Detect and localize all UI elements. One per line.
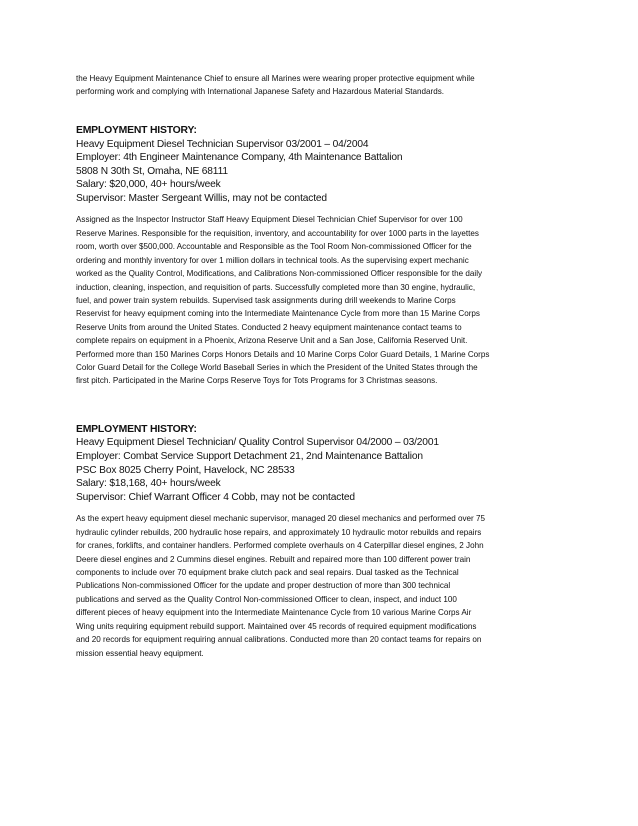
salary-line: Salary: $20,000, 40+ hours/week	[76, 179, 221, 191]
employer-line: Employer: 4th Engineer Maintenance Company, 4th Maintenance Battalion	[76, 152, 403, 164]
address-line: 5808 N 30th St, Omaha, NE 68111	[76, 165, 228, 177]
job-title: Heavy Equipment Diesel Technician/ Quality Control Supervisor 04/2000 – 03/2001	[76, 437, 439, 449]
job-description: Assigned as the Inspector Instructor Staff Heavy Equipment Diesel Technician Chief Supervisor for over 100 Reserve Marines. Responsible for the requisition, inventory, and accountability for over 1000 parts in the layettes room, worth over $500,000. Accountable and Responsible as the Tool Room Non-commissioned Officer for the ordering and monthly inventory for over 1 million dollars in technical tools. As the supervising expert mechanic worked as the Quality Control, Modifications, and Calibrations Non-commissioned Officer responsible for the daily induction, cleaning, inspection, and requisition of parts. Successfully completed more than 30 engine, hydraulic, fuel, and power train system rebuilds. Supervised task assignments during drill weekends to Marine Corps Reservist for heavy equipment coming into the Intermediate Maintenance Cycle from more than 15 Marine Corps Reserve Units from around the United States. Conducted 2 heavy equipment maintenance contact teams to complete repairs on equipment in a Phoenix, Arizona Reserve Unit and a San Jose, California Reserved Unit. Performed more than 150 Marines Corps Honors Details and 10 Marine Corps Color Guard Details, 1 Marine Corps Color Guard Detail for the College World Baseball Series in which the President of the United States through the first pitch. Participated in the Marine Corps Reserve Toys for Tots Programs for 3 Christmas seasons.	[76, 215, 490, 386]
supervisor-line: Supervisor: Chief Warrant Officer 4 Cobb, may not be contacted	[76, 491, 355, 503]
intro-paragraph: the Heavy Equipment Maintenance Chief to ensure all Marines were wearing proper protective equipment while performing work and complying with International Japanese Safety and Hazardous Material Standards.	[76, 74, 475, 97]
employer-line: Employer: Combat Service Support Detachment 21, 2nd Maintenance Battalion	[76, 451, 423, 463]
section-heading: EMPLOYMENT HISTORY:	[76, 124, 197, 136]
employment-section-1	[76, 124, 566, 388]
supervisor-line: Supervisor: Master Sergeant Willis, may not be contacted	[76, 192, 327, 204]
resume-page	[76, 72, 566, 660]
address-line: PSC Box 8025 Cherry Point, Havelock, NC 28533	[76, 464, 295, 476]
employment-section-2	[76, 423, 566, 660]
section-heading: EMPLOYMENT HISTORY:	[76, 423, 197, 435]
salary-line: Salary: $18,168, 40+ hours/week	[76, 478, 221, 490]
job-title: Heavy Equipment Diesel Technician Supervisor 03/2001 – 04/2004	[76, 138, 369, 150]
job-description: As the expert heavy equipment diesel mechanic supervisor, managed 20 diesel mechanics and performed over 75 hydraulic cylinder rebuilds, 200 hydraulic hose repairs, and approximately 10 hydraulic motor rebuilds and repairs for cranes, forklifts, and container handlers. Performed complete overhauls on 4 Caterpillar diesel engines, 2 John Deere diesel engines and 2 Cummins diesel engines. Rebuilt and repaired more than 100 different power train components to include over 70 equipment brake clutch pack and seal repairs. Dual tasked as the Technical Publications Non-commissioned Officer for the update and proper destruction of more than 300 technical publications and served as the Quality Control Non-commissioned Officer to clean, inspect, and induct 100 different pieces of heavy equipment into the Intermediate Maintenance Cycle from 10 various Marine Corps Air Wing units requiring equipment rebuild support. Maintained over 45 records of required equipment modifications and 20 records for equipment requiring annual calibrations. Conducted more than 20 contact teams for repairs on mission essential heavy equipment.	[76, 514, 485, 658]
